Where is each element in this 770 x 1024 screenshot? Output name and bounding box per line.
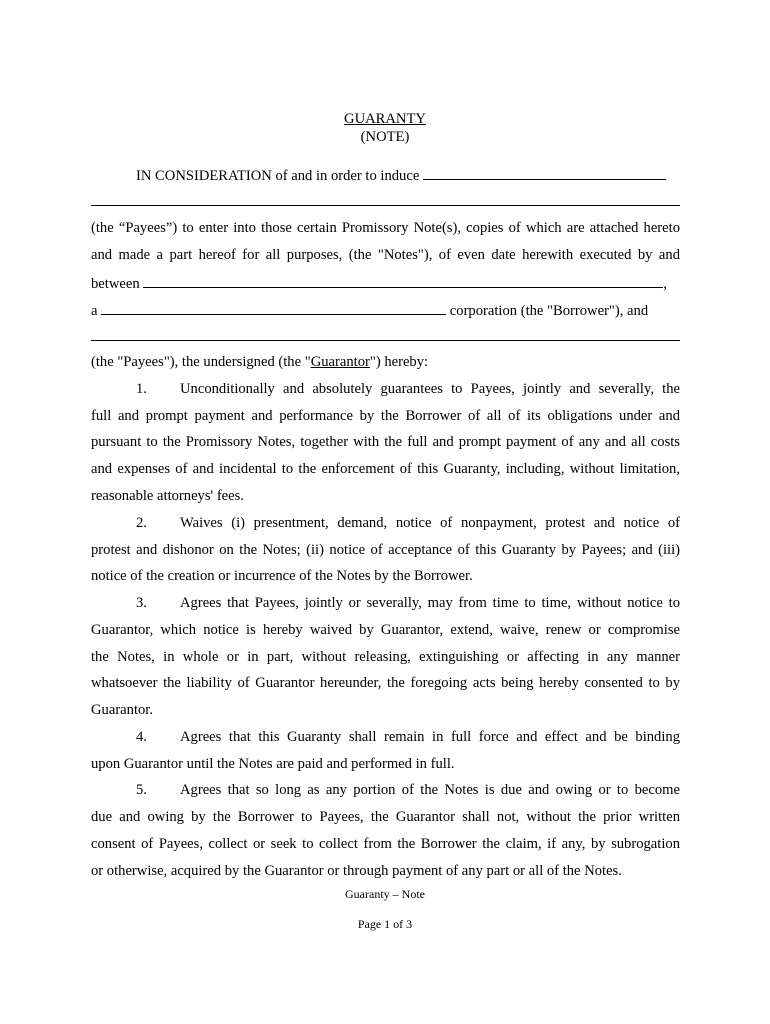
item-2-number: 2. xyxy=(136,515,147,531)
footer-title: Guaranty – Note xyxy=(345,887,425,901)
intro-line xyxy=(91,164,680,186)
corporation-text: corporation (the "Borrower"), and xyxy=(449,303,649,319)
item-1-line-4: and expenses of and incidental to the enforcement of this Guaranty, including, without limitation, xyxy=(91,461,680,477)
undersigned-pre: (the "Payees"), the undersigned (the " xyxy=(91,354,311,370)
item-5-line-4: or otherwise, acquired by the Guarantor or through payment of any part or all of the Notes. xyxy=(91,863,622,879)
a-label: a xyxy=(91,303,98,319)
item-4-line-1: 4. Agrees that this Guaranty shall remain in full force and effect and be binding xyxy=(136,729,680,745)
item-5-number: 5. xyxy=(136,782,147,798)
document-subtitle: (NOTE) xyxy=(360,129,410,145)
item-4-line-2: upon Guarantor until the Notes are paid and performed in full. xyxy=(91,756,455,772)
item-1-line-1: 1. Unconditionally and absolutely guarantees to Payees, jointly and severally, the xyxy=(136,381,680,397)
state-blank[interactable] xyxy=(101,299,446,315)
item-5-line-1: 5. Agrees that so long as any portion of the Notes is due and owing or to become xyxy=(136,782,680,798)
item-1-line-2: full and prompt payment and performance by the Borrower of all of its obligations under and xyxy=(91,408,680,424)
payees-line: (the “Payees”) to enter into those certain Promissory Note(s), copies of which are attached hereto xyxy=(91,220,680,236)
item-2-line-3: notice of the creation or incurrence of the Notes by the Borrower. xyxy=(91,568,473,584)
item-3-line-1: 3. Agrees that Payees, jointly or severally, may from time to time, without notice to xyxy=(136,595,680,611)
corporation-line xyxy=(91,299,680,321)
item-1-line-5: reasonable attorneys' fees. xyxy=(91,488,244,504)
between-line xyxy=(91,272,680,294)
item-1-line-3: pursuant to the Promissory Notes, together with the full and prompt payment of any and all costs xyxy=(91,434,680,450)
item-4-number: 4. xyxy=(136,729,147,745)
between-label: between xyxy=(91,276,140,292)
payee-name-blank[interactable] xyxy=(423,164,666,180)
undersigned-post: ") hereby: xyxy=(369,354,429,370)
item-3-line-2: Guarantor, which notice is hereby waived by Guarantor, extend, waive, renew or compromise xyxy=(91,622,680,638)
document-title: GUARANTY xyxy=(344,111,426,127)
payee-name-blank-line[interactable] xyxy=(91,205,680,206)
item-5-line-2: due and owing by the Borrower to Payees, the Guarantor shall not, without the prior written xyxy=(91,809,680,825)
guarantor-defined-term: Guarantor xyxy=(310,354,370,370)
intro-text: IN CONSIDERATION of and in order to induce xyxy=(136,168,420,184)
made-part-line: and made a part hereof for all purposes, (the "Notes"), of even date herewith executed by and xyxy=(91,247,680,263)
item-2-line-2: protest and dishonor on the Notes; (ii) notice of acceptance of this Guaranty by Payees; and (iii) xyxy=(91,542,680,558)
item-3-line-3: the Notes, in whole or in part, without releasing, extinguishing or affecting in any manner xyxy=(91,649,680,665)
item-5-line-3: consent of Payees, collect or seek to collect from the Borrower the claim, if any, by subrogation xyxy=(91,836,680,852)
between-party-blank[interactable] xyxy=(143,272,663,288)
page-number: Page 1 of 3 xyxy=(357,917,413,931)
between-comma: , xyxy=(663,276,667,292)
second-payee-blank-line[interactable] xyxy=(91,340,680,341)
item-1-number: 1. xyxy=(136,381,147,397)
item-3-number: 3. xyxy=(136,595,147,611)
item-2-line-1: 2. Waives (i) presentment, demand, notice of nonpayment, protest and notice of xyxy=(136,515,680,531)
item-3-line-5: Guarantor. xyxy=(91,702,154,718)
item-3-line-4: whatsoever the liability of Guarantor hereunder, the foregoing acts being hereby consented to by xyxy=(91,675,680,691)
undersigned-line xyxy=(91,352,680,372)
